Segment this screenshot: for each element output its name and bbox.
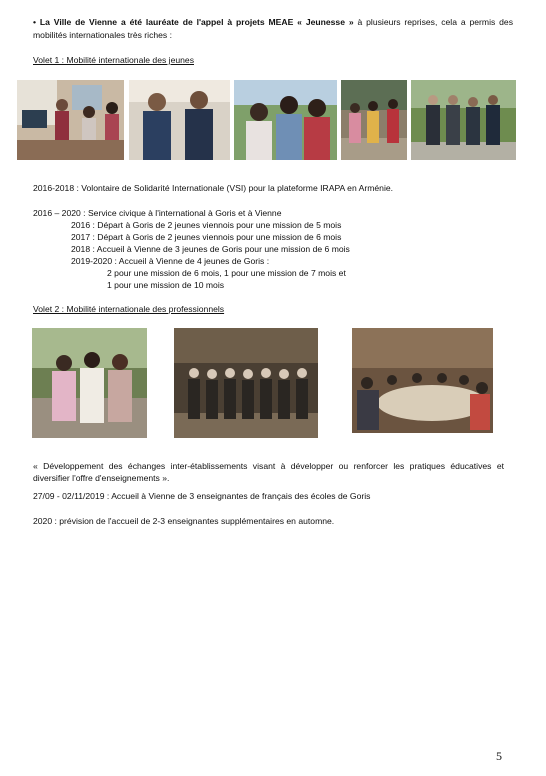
volet2-quote: « Développement des échanges inter-établissements visant à développer ou renforcer les pratiques éducatives et diversifier l'offre d'enseignements ». [33,461,504,483]
photo-group-indoor-hall [174,328,318,438]
intro-text: à plusieurs reprises, cela a permis des mobilités internationales très riches : [33,17,513,40]
mission-detail-line-2: 1 pour une mission de 10 mois [107,280,225,290]
volet2-title: Volet 2 : Mobilité internationale des professionnels [33,304,225,314]
intro-bold-text: La Ville de Vienne a été lauréate de l'appel à projets MEAE « Jeunesse » [39,17,354,27]
photo-youth-office [17,80,124,160]
mission-2019-2020-line: 2019-2020 : Accueil à Vienne de 4 jeunes de Goris : [71,256,270,266]
photo-two-young-men [129,80,230,160]
mission-2017-line: 2017 : Départ à Goris de 2 jeunes viennois pour une mission de 6 mois [71,232,342,242]
prevision-2020-line: 2020 : prévision de l'accueil de 2-3 enseignantes supplémentaires en automne. [33,516,335,526]
intro-bullet: • [33,17,37,27]
service-civique-line: 2016 – 2020 : Service civique à l'international à Goris et à Vienne [33,208,282,218]
photo-group-park [411,80,516,160]
photo-three-women-courtyard [32,328,147,438]
vsi-line: 2016-2018 : Volontaire de Solidarité Internationale (VSI) pour la plateforme IRAPA en Arménie. [33,183,394,193]
volet1-title: Volet 1 : Mobilité internationale des jeunes [33,55,194,65]
mission-2018-line: 2018 : Accueil à Vienne de 3 jeunes de Goris pour une mission de 6 mois [71,244,350,254]
accueil-enseignantes-line: 27/09 - 02/11/2019 : Accueil à Vienne de 3 enseignantes de français des écoles de Goris [33,491,371,501]
photo-three-young-women [234,80,337,160]
mission-2016-line: 2016 : Départ à Goris de 2 jeunes viennois pour une mission de 5 mois [71,220,342,230]
photo-meeting-table [352,328,493,433]
mission-detail-line-1: 2 pour une mission de 6 mois, 1 pour une mission de 7 mois et [107,268,346,278]
photo-group-outdoors [341,80,407,160]
intro-paragraph [33,16,513,42]
page-number: 5 [496,749,502,763]
